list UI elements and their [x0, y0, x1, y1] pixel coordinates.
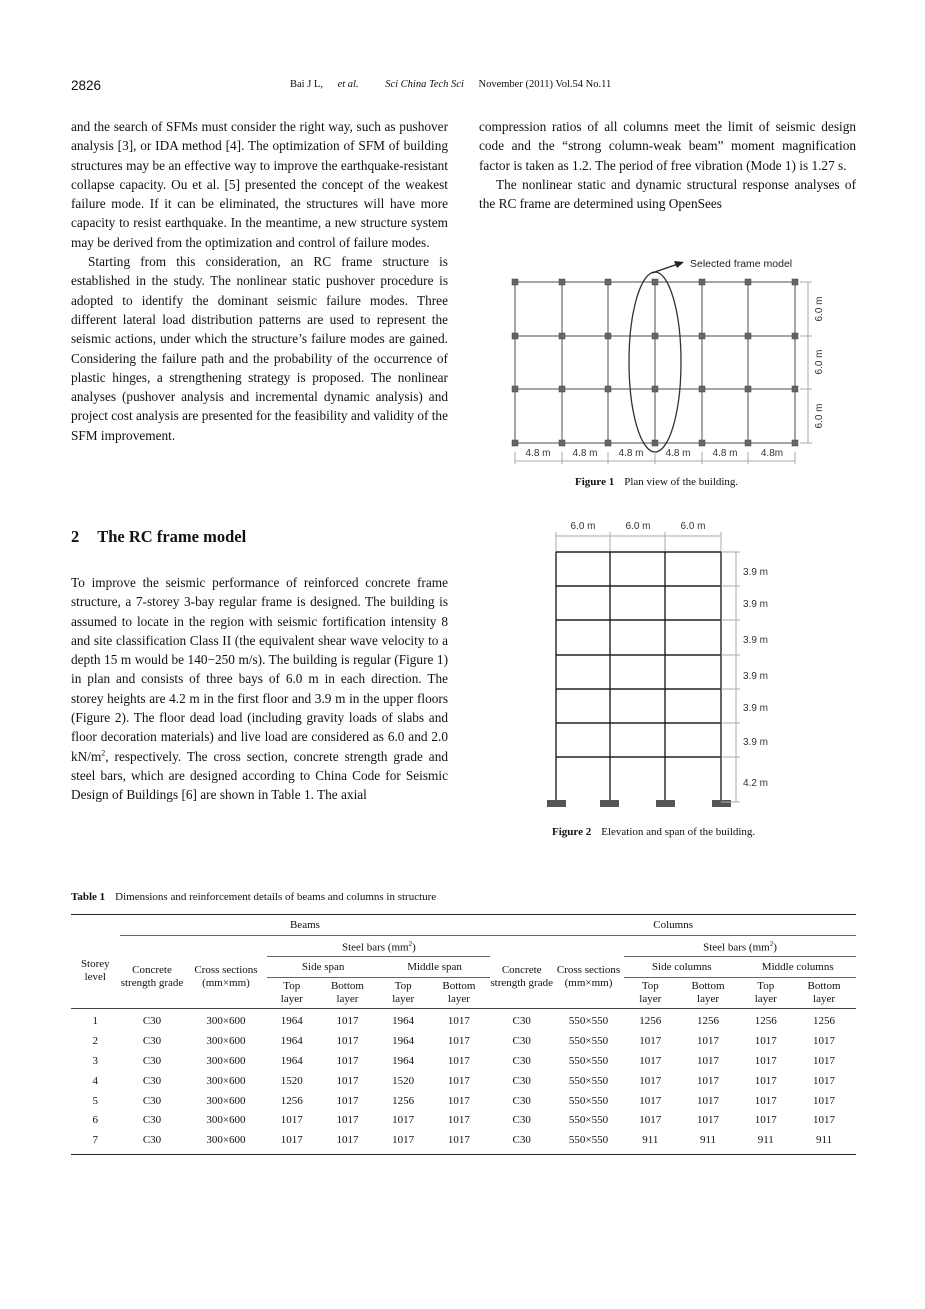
cell: 300×600 [206, 1074, 246, 1087]
figure2-elevation-diagram [530, 512, 790, 812]
figure-label: Figure 2 [552, 826, 592, 838]
cell: 1017 [697, 1114, 720, 1127]
cell: 1017 [316, 1131, 379, 1154]
table1-caption [71, 891, 436, 903]
cell: 550×550 [568, 1054, 609, 1067]
cell: C30 [490, 1131, 553, 1154]
cell: 1017 [447, 1114, 470, 1127]
cell: 1017 [813, 1074, 836, 1087]
section-heading [71, 527, 246, 547]
cell: 300×600 [184, 1009, 267, 1032]
figure2-caption [552, 826, 755, 838]
figure1-caption [575, 476, 738, 488]
cell: 1256 [739, 1009, 792, 1032]
dim-label: 6.0 m [625, 521, 651, 532]
cell: 1520 [280, 1074, 303, 1087]
cell: C30 [512, 1094, 531, 1107]
dim-label: 4.8 m [618, 448, 644, 459]
paragraph: The nonlinear static and dynamic structural response analyses of the RC frame are determined using OpenSees [479, 176, 856, 212]
right-column-text [479, 117, 856, 213]
header-top: Top layer [392, 980, 415, 1005]
cell: 1017 [639, 1054, 662, 1067]
dim-label: 3.9 m [743, 703, 769, 714]
dim-label: 4.8m [760, 448, 784, 459]
paragraph [71, 573, 448, 805]
dim-label: 6.0 m [570, 521, 596, 532]
paragraph-text: To improve the seismic performance of reinforced concrete frame structure, a 7-storey 3-bay regular frame is designed. The building is assumed to locate in the region with seismic fortification intensity 8 and site classification Class II (the equivalent shear wave velocity to a depth 15 m would be 140−250 m/s). The building is regular (Figure 1) in plan and consists of three bays of 6.0 m in each direction. The storey heights are 4.2 m in the first floor and 3.9 m in the upper floors (Figure 2). The floor dead load (including gravity loads of slabs and floor decoration materials) and live load are considered as 6.0 and 2.0 kN/m [71, 575, 448, 764]
cell: 6 [92, 1114, 99, 1127]
cell: 1017 [379, 1131, 428, 1154]
cell: 1256 [624, 1009, 677, 1032]
cell: 1017 [754, 1094, 777, 1107]
cell: C30 [512, 1054, 531, 1067]
dim-label: 3.9 m [743, 599, 769, 610]
dim-label: 3.9 m [743, 635, 769, 646]
fixed-support-icons [547, 800, 731, 807]
page-number: 2826 [71, 78, 102, 93]
cell: 1017 [447, 1074, 470, 1087]
cell: C30 [120, 1009, 185, 1032]
cell: 1017 [336, 1094, 359, 1107]
cell: 1017 [754, 1035, 777, 1048]
table1 [71, 914, 856, 1155]
header-top: Top layer [280, 980, 303, 1005]
paragraph-text: , respectively. The cross section, concrete strength grade and steel bars, which are designed according to China Code for Seismic Design of Buildings [6] are shown in Table 1. The axial [71, 748, 448, 803]
dim-label: 3.9 m [743, 567, 769, 578]
header-col-cross: Cross sections (mm×mm) [556, 964, 621, 989]
running-header [290, 79, 623, 90]
table-row [71, 1111, 856, 1131]
header-col-steel [624, 936, 856, 957]
superscript: 2 [408, 939, 413, 948]
cell: 1520 [392, 1074, 415, 1087]
cell: 1017 [447, 1035, 470, 1048]
cell: C30 [142, 1114, 162, 1127]
paragraph: Starting from this consideration, an RC frame structure is established in the study. The nonlinear static pushover procedure is adopted to identify the dominant seismic failure modes. Three different lateral load distribution patterns are used to represent the seismic actions, under which the structure’s failure modes are gained. Considering the failure path and the probability of the occurrence of plastic hinges, a strengthening strategy is proposed. The nonlinear analyses (pushover analysis and incremental dynamic analysis) and project cost analysis are presented for the feasibility and validity of the SFM improvement. [71, 254, 448, 443]
cell: 1017 [316, 1009, 379, 1032]
cell: 1017 [639, 1094, 662, 1107]
dim-label: 4.2 m [743, 778, 769, 789]
cell: 1964 [280, 1054, 303, 1067]
section-title: The RC frame model [97, 527, 247, 546]
cell: 1017 [813, 1094, 836, 1107]
cell: C30 [512, 1074, 531, 1087]
cell: 1256 [792, 1009, 856, 1032]
paragraph: and the search of SFMs must consider the right way, such as pushover analysis [3], or IDA method [4]. The optimization of SFM of building structures may be an effective way to improve the earthquake-resistant collapse capacity. Ou et al. [5] presented the concept of the weakest failure mode. If it can be eliminated, the structures will have more capacity to resist earthquake. In the meantime, a new structure system may be derived from the optimization and control of failure modes. [71, 119, 448, 250]
left-column-section [71, 573, 448, 805]
header-bottom: Bottom layer [442, 980, 476, 1005]
header-columns: Columns [490, 915, 856, 936]
cell: 1017 [267, 1131, 316, 1154]
cell: 550×550 [553, 1009, 624, 1032]
cell: 1017 [639, 1035, 662, 1048]
cell: 1017 [336, 1074, 359, 1087]
cell: C30 [142, 1074, 162, 1087]
header-text: Steel bars (mm [341, 941, 409, 954]
table-label: Table 1 [71, 891, 106, 903]
cell: 911 [677, 1131, 740, 1154]
cell: 1017 [697, 1074, 720, 1087]
superscript: 2 [769, 939, 774, 948]
annotation-label: Selected frame model [690, 258, 793, 270]
header-text: ) [773, 941, 777, 954]
header-beam-steel [267, 936, 490, 957]
header-top: Top layer [639, 980, 662, 1005]
left-column-intro [71, 117, 448, 445]
cell: 1017 [336, 1054, 359, 1067]
dim-label: 3.9 m [743, 671, 769, 682]
running-authors [290, 79, 371, 90]
table-row [71, 1052, 856, 1072]
cell: 1017 [813, 1114, 836, 1127]
cell: 1017 [392, 1114, 415, 1127]
dim-label: 4.8 m [712, 448, 738, 459]
cell: 1964 [280, 1035, 303, 1048]
cell: 300×600 [206, 1094, 246, 1107]
header-side-columns: Side columns [624, 957, 739, 978]
cell: 1017 [697, 1035, 720, 1048]
header-top: Top layer [754, 980, 777, 1005]
paragraph: compression ratios of all columns meet the limit of seismic design code and the “strong column-weak beam” moment magnification factor is taken as 1.2. The period of free vibration (Mode 1) is 1.27 s. [479, 119, 856, 173]
cell: 1017 [336, 1035, 359, 1048]
cell: 550×550 [568, 1114, 609, 1127]
cell: 911 [739, 1131, 792, 1154]
dim-label: 6.0 m [814, 349, 825, 375]
header-middle-columns: Middle columns [739, 957, 856, 978]
header-bottom: Bottom layer [691, 980, 725, 1005]
cell: 7 [71, 1131, 120, 1154]
cell: C30 [120, 1131, 185, 1154]
header-beam-cross: Cross sections (mm×mm) [194, 964, 258, 989]
cell: 1256 [677, 1009, 740, 1032]
cell: 3 [92, 1054, 99, 1067]
dim-label: 6.0 m [814, 403, 825, 429]
cell: 1964 [379, 1009, 428, 1032]
caption-text: Plan view of the building. [624, 476, 739, 488]
cell: 1017 [697, 1094, 720, 1107]
journal-name: Sci China Tech Sci [385, 79, 464, 90]
cell: 550×550 [568, 1035, 609, 1048]
cell: C30 [490, 1009, 553, 1032]
header-col-concrete: Concrete strength grade [490, 964, 553, 989]
cell: C30 [512, 1035, 531, 1048]
cell: 1017 [447, 1054, 470, 1067]
cell: 300×600 [184, 1131, 267, 1154]
cell: C30 [142, 1094, 162, 1107]
cell: 1017 [697, 1054, 720, 1067]
dim-label: 4.8 m [665, 448, 691, 459]
cell: 1017 [427, 1131, 490, 1154]
header-middle-span: Middle span [379, 957, 490, 978]
cell: 1017 [336, 1114, 359, 1127]
cell: 300×600 [206, 1054, 246, 1067]
header-bottom: Bottom layer [807, 980, 841, 1005]
table-row [71, 1032, 856, 1052]
table-row [71, 1091, 856, 1111]
cell: 911 [792, 1131, 856, 1154]
cell: 550×550 [568, 1094, 609, 1107]
cell: 300×600 [206, 1035, 246, 1048]
dim-label: 4.8 m [572, 448, 598, 459]
cell: 1964 [392, 1035, 415, 1048]
table-row [71, 1071, 856, 1091]
cell: 550×550 [568, 1074, 609, 1087]
cell: 5 [92, 1094, 99, 1107]
caption-text: Dimensions and reinforcement details of beams and columns in structure [115, 891, 437, 903]
header-storey: Storey level [71, 915, 120, 1009]
table-row [71, 1131, 856, 1154]
figure-label: Figure 1 [575, 476, 615, 488]
cell: 2 [92, 1035, 99, 1048]
cell: 1964 [267, 1009, 316, 1032]
table-row [71, 1009, 856, 1032]
dim-label: 6.0 m [680, 521, 706, 532]
arrow-icon [674, 261, 684, 268]
cell: 1256 [392, 1094, 415, 1107]
issue-info: November (2011) Vol.54 No.11 [478, 79, 612, 90]
cell: 4 [92, 1074, 99, 1087]
cell: 300×600 [206, 1114, 246, 1127]
cell: C30 [512, 1114, 531, 1127]
header-beams: Beams [120, 915, 491, 936]
header-text: Steel bars (mm [703, 941, 770, 954]
cell: C30 [142, 1035, 162, 1048]
cell: 1017 [427, 1009, 490, 1032]
cell: 550×550 [553, 1131, 624, 1154]
header-side-span: Side span [267, 957, 378, 978]
cell: 1017 [813, 1035, 836, 1048]
header-beam-concrete: Concrete strength grade [120, 964, 184, 989]
cell: 911 [624, 1131, 677, 1154]
cell: 1017 [754, 1074, 777, 1087]
cell: 1017 [754, 1114, 777, 1127]
cell: 1017 [639, 1114, 662, 1127]
header-bottom: Bottom layer [330, 980, 364, 1005]
figure1-plan-diagram [500, 252, 840, 467]
dim-label: 6.0 m [814, 296, 825, 322]
cell: 1017 [639, 1074, 662, 1087]
header-text: ) [412, 941, 416, 954]
cell: 1 [71, 1009, 120, 1032]
cell: 1256 [280, 1094, 303, 1107]
cell: 1017 [754, 1054, 777, 1067]
cell: 1017 [280, 1114, 303, 1127]
authors-etal: et al. [337, 79, 359, 90]
dim-label: 3.9 m [743, 737, 769, 748]
cell: 1964 [392, 1054, 415, 1067]
cell: 1017 [447, 1094, 470, 1107]
cell: 1017 [813, 1054, 836, 1067]
dim-label: 4.8 m [525, 448, 551, 459]
caption-text: Elevation and span of the building. [601, 826, 756, 838]
cell: C30 [142, 1054, 162, 1067]
authors: Bai J L, [290, 79, 326, 90]
section-number: 2 [71, 527, 80, 546]
superscript: 2 [101, 748, 106, 758]
